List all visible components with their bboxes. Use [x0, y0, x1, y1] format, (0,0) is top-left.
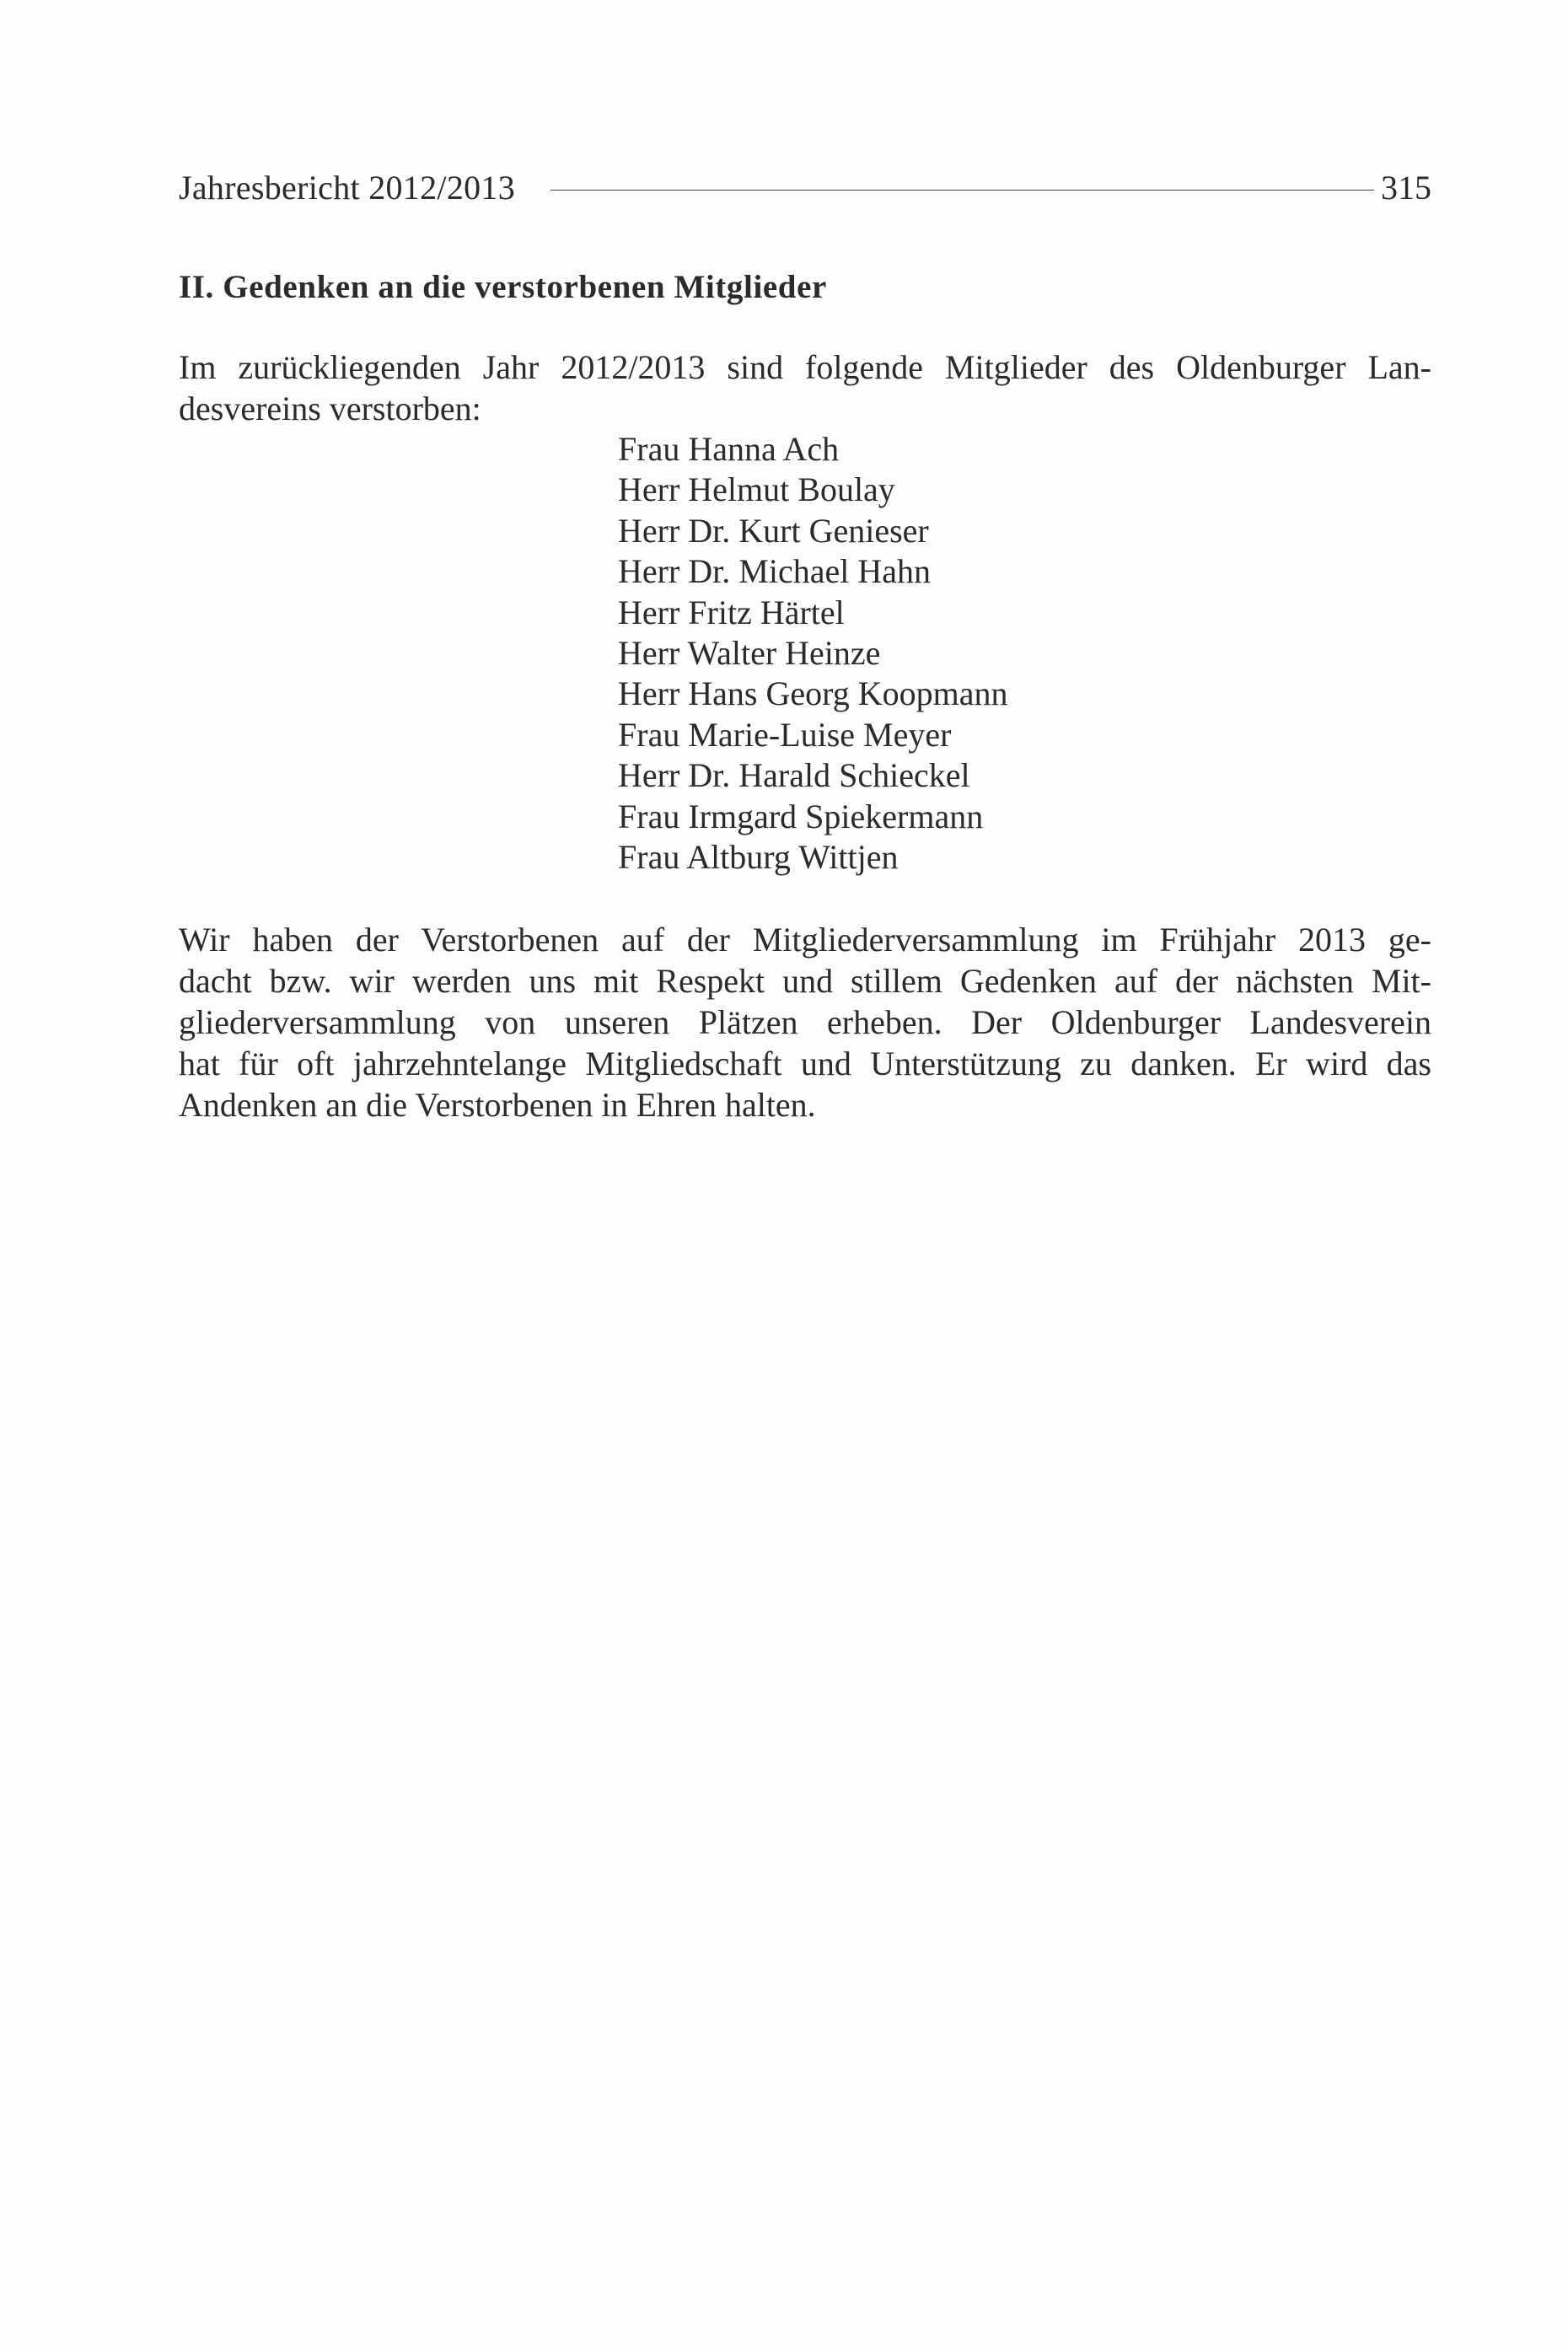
member-name: Herr Hans Georg Koopmann	[618, 674, 1008, 713]
member-name: Frau Irmgard Spiekermann	[618, 797, 984, 835]
page-number: 315	[1381, 168, 1431, 207]
intro-line: Im zurückliegenden Jahr 2012/2013 sind folgende Mitglieder des Oldenburger Lan-	[179, 348, 1431, 386]
closing-line: dacht bzw. wir werden uns mit Respekt und stillem Gedenken auf der nächsten Mit-	[179, 962, 1431, 1000]
deceased-members-list	[618, 429, 1007, 878]
member-name: Herr Helmut Boulay	[618, 470, 895, 509]
member-name: Herr Walter Heinze	[618, 634, 881, 673]
header-rule	[550, 190, 1374, 191]
closing-line: Andenken an die Verstorbenen in Ehren halten.	[179, 1086, 816, 1124]
member-name: Frau Hanna Ach	[618, 430, 840, 468]
member-name: Herr Dr. Kurt Genieser	[618, 511, 929, 550]
member-name: Herr Dr. Harald Schieckel	[618, 756, 970, 795]
closing-line: Wir haben der Verstorbenen auf der Mitgliederversammlung im Frühjahr 2013 ge-	[179, 921, 1431, 959]
intro-paragraph	[179, 346, 1431, 429]
intro-line: desvereins verstorben:	[179, 389, 481, 427]
member-name: Herr Fritz Härtel	[618, 593, 845, 631]
member-name: Frau Altburg Wittjen	[618, 838, 899, 877]
running-header	[179, 162, 1431, 212]
closing-line: gliederversammlung von unseren Plätzen erheben. Der Oldenburger Landesverein	[179, 1003, 1431, 1041]
running-header-title: Jahresbericht 2012/2013	[179, 168, 516, 207]
closing-line: hat für oft jahrzehntelange Mitgliedschaft und Unterstützung zu danken. Er wird das	[179, 1045, 1431, 1082]
member-name: Frau Marie-Luise Meyer	[618, 715, 952, 754]
member-name: Herr Dr. Michael Hahn	[618, 552, 931, 591]
closing-paragraph	[179, 919, 1431, 1125]
section-heading: II. Gedenken an die verstorbenen Mitglieder	[179, 269, 827, 305]
